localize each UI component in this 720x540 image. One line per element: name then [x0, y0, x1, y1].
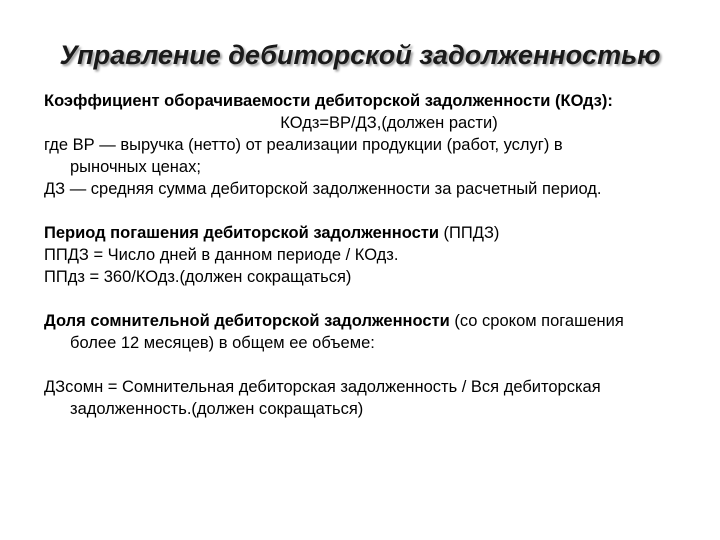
period-heading — [44, 222, 694, 244]
period-formula-360: ППдз = 360/КОдз.(должен сокращаться) — [44, 268, 352, 286]
period-heading-abbrev: (ППДЗ) — [438, 224, 500, 242]
doubtful-heading-cont: более 12 месяцев) в общем ее объеме: — [70, 334, 375, 352]
vr-definition: где ВР — выручка (нетто) от реализации продукции (работ, услуг) в — [44, 136, 563, 154]
spacer — [44, 200, 694, 222]
doubtful-heading — [44, 310, 694, 332]
doubtful-heading-rest: (со сроком погашения — [449, 312, 624, 330]
doubtful-heading-bold: Доля сомнительной дебиторской задолженности — [44, 312, 450, 330]
turnover-heading: Коэффициент оборачиваемости дебиторской задолженности (КОдз): — [44, 92, 613, 110]
turnover-formula: КОдз=ВР/ДЗ,(должен расти) — [280, 114, 498, 132]
spacer — [44, 354, 694, 376]
period-formula: ППДЗ = Число дней в данном периоде / КОдз. — [44, 246, 399, 264]
vr-definition-cont: рыночных ценах; — [70, 158, 201, 176]
slide-title: Управление дебиторской задолженностью — [59, 40, 661, 70]
doubtful-formula-cont: задолженность.(должен сокращаться) — [70, 400, 364, 418]
doubtful-formula: ДЗсомн = Сомнительная дебиторская задолженность / Вся дебиторская — [44, 378, 601, 396]
period-heading-bold: Период погашения дебиторской задолженности — [44, 224, 439, 242]
spacer — [44, 288, 694, 310]
slide-body — [44, 90, 694, 420]
dz-definition: ДЗ — средняя сумма дебиторской задолженности за расчетный период. — [44, 180, 602, 198]
